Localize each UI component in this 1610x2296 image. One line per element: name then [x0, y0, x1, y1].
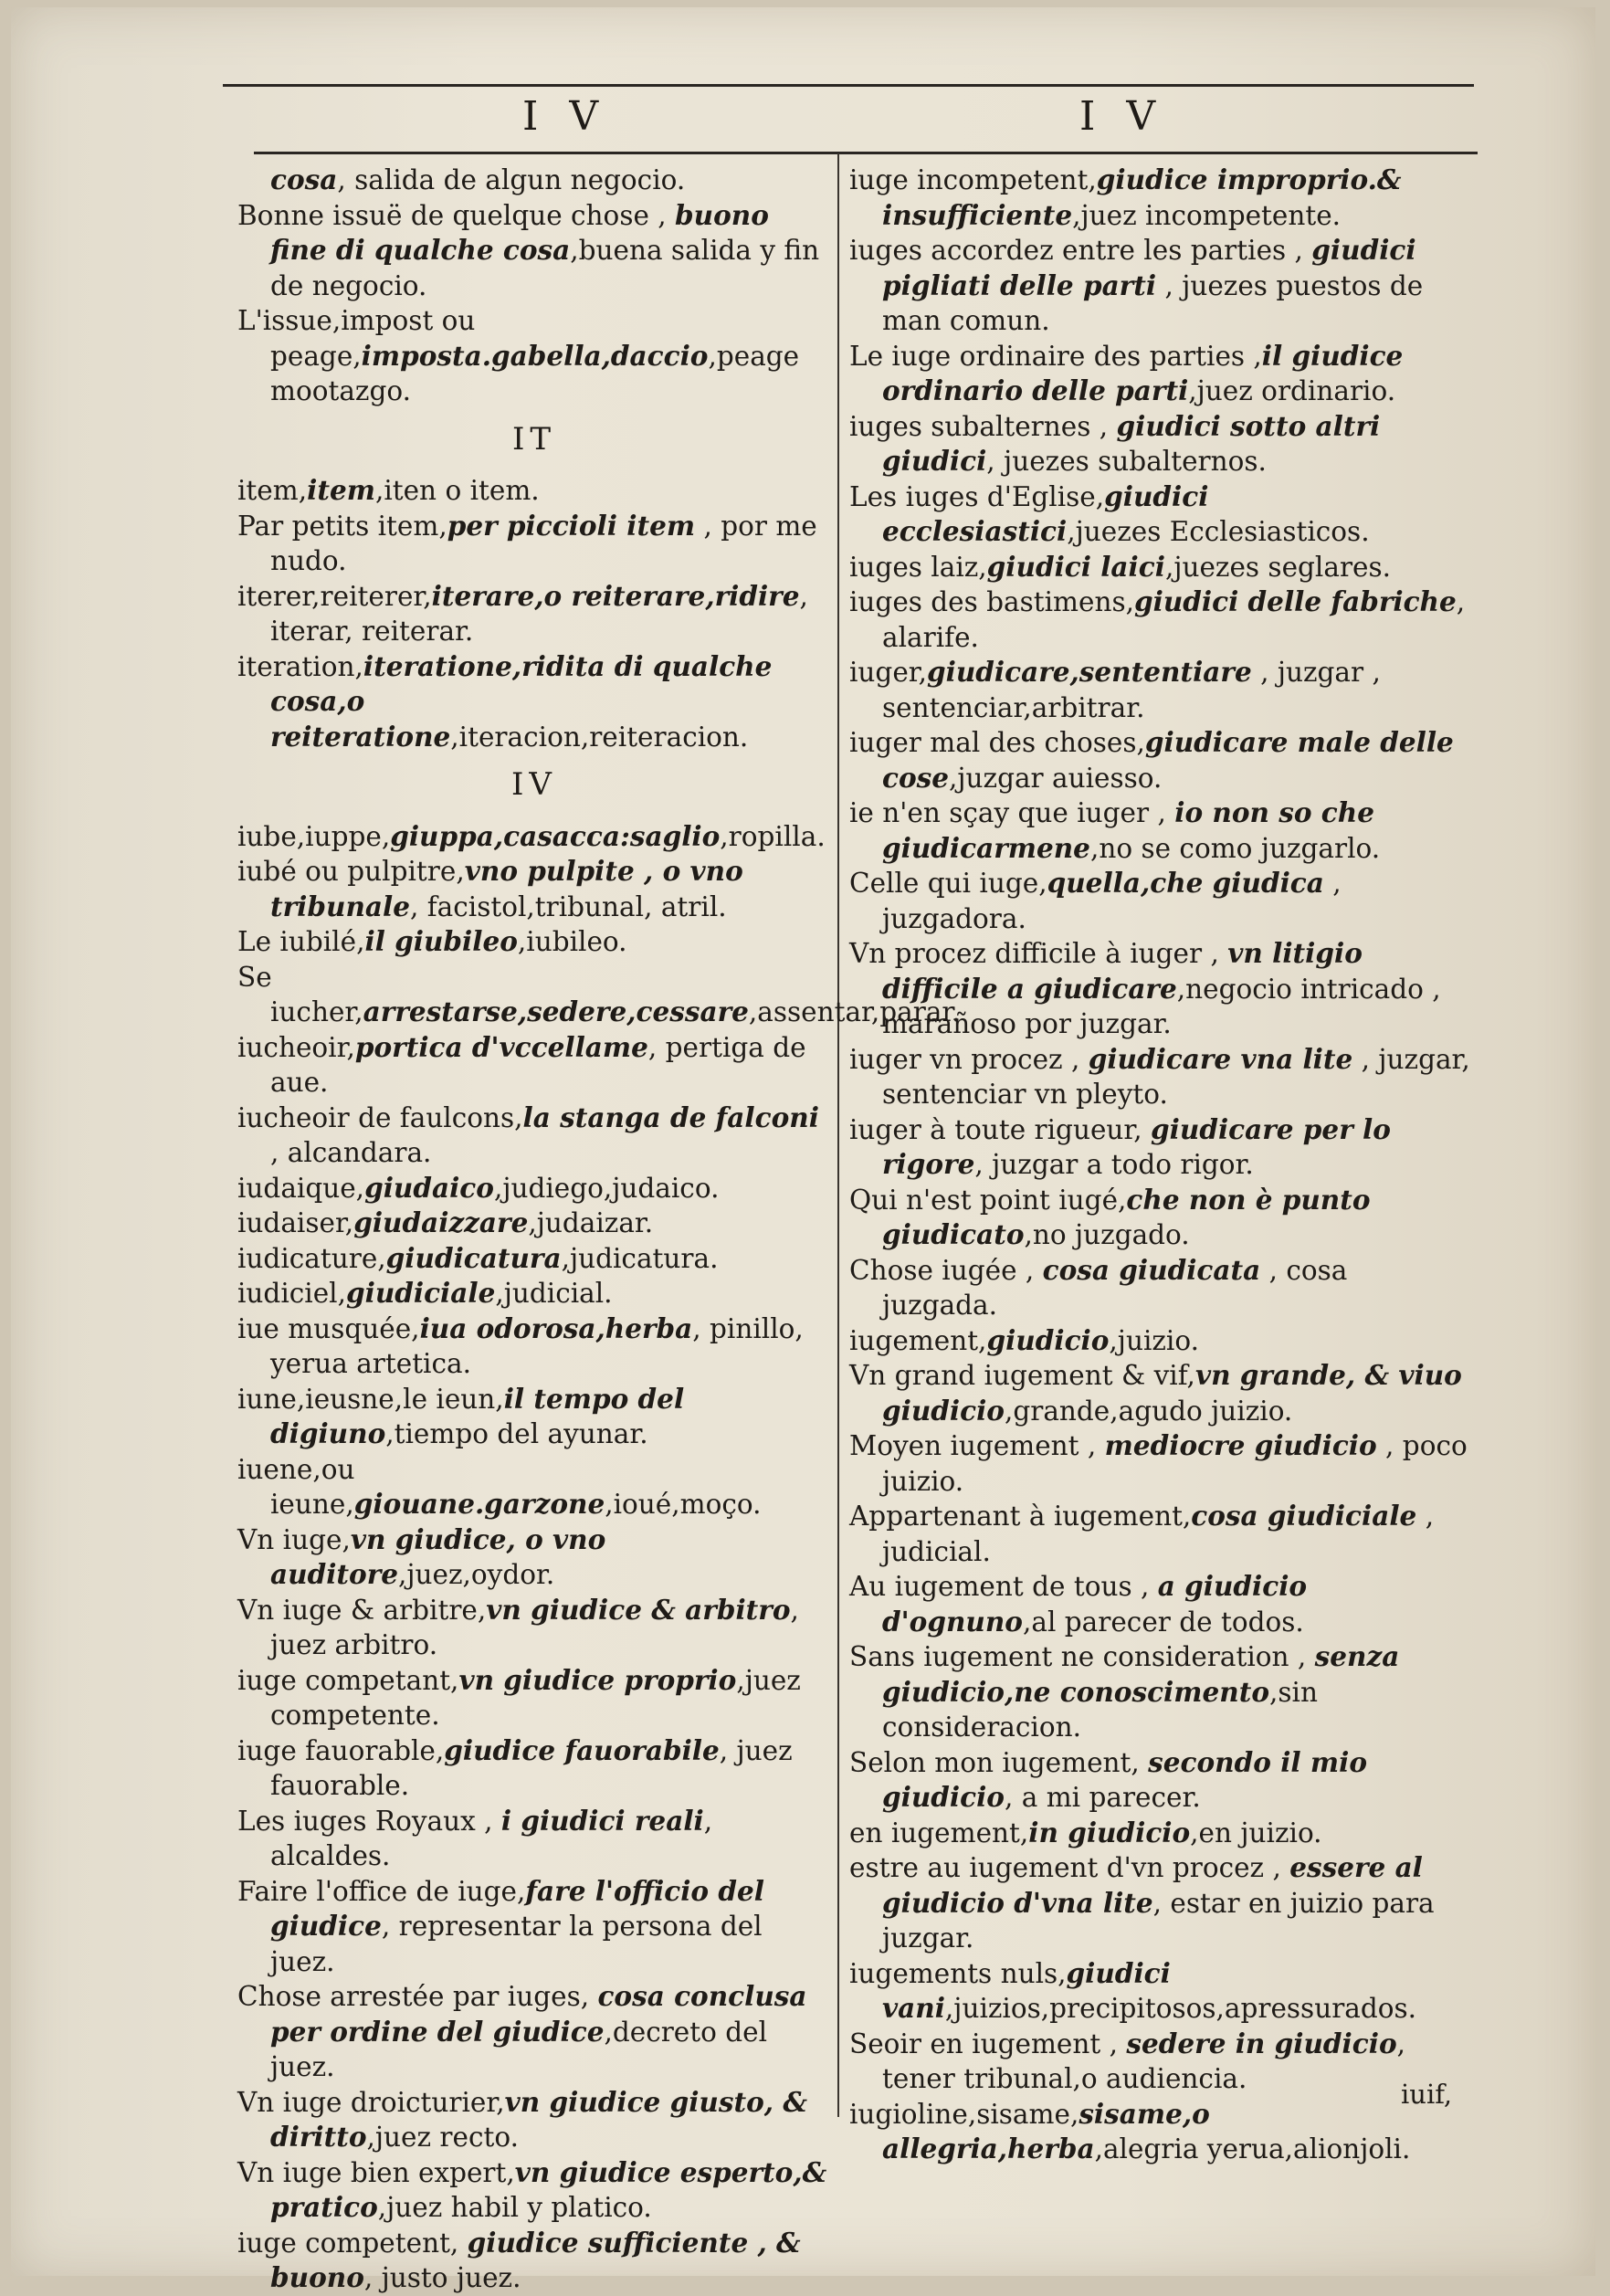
entry-text: iuger vn procez ,: [849, 1043, 1089, 1075]
entry-text: Selon mon iugement,: [849, 1746, 1149, 1778]
entry-text: iugement,: [849, 1324, 987, 1356]
dictionary-entry: [849, 233, 1470, 339]
dictionary-entry: [849, 725, 1470, 795]
entry-text: Appartenant à iugement,: [849, 1501, 1192, 1532]
entry-text: ,juez competente.: [270, 1664, 801, 1731]
italian-gloss: la stanga de falconi: [522, 1101, 819, 1133]
dictionary-entry: [237, 198, 831, 304]
entry-text: Au iugement de tous ,: [849, 1571, 1158, 1602]
entry-text: iuges laiz,: [849, 551, 987, 583]
entry-text: Vn iuge bien expert,: [237, 2156, 515, 2188]
italian-gloss: secondo il mio giudicio: [882, 1745, 1367, 1813]
italian-gloss: giuppa,casacca:saglio: [390, 819, 721, 852]
entry-text: , facistol,tribunal, atril.: [410, 890, 727, 922]
entry-text: Vn iuge,: [237, 1523, 351, 1555]
dictionary-entry: [849, 1639, 1470, 1745]
italian-gloss: vn litigio difficile a giudicare: [882, 937, 1363, 1005]
entry-text: iuge competent,: [237, 2227, 468, 2259]
entry-text: ,juzgar auiesso.: [949, 762, 1163, 794]
entry-text: iugioline,sisame,: [849, 2098, 1079, 2130]
dictionary-entry: [237, 1030, 831, 1101]
italian-gloss: per piccioli item: [447, 509, 696, 542]
dictionary-entry: [237, 303, 831, 409]
entry-text: Le iuge ordinaire des parties ,: [849, 340, 1262, 372]
dictionary-entry: [237, 1663, 831, 1733]
italian-gloss: il giudice ordinario delle parti: [882, 339, 1404, 406]
entry-text: ,juezes Ecclesiasticos.: [1067, 516, 1370, 547]
entry-text: L'issue,impost ou peage,: [237, 305, 476, 372]
entry-text: ,juez incompetente.: [1072, 199, 1342, 231]
italian-gloss: giudicare per lo rigore: [882, 1112, 1391, 1180]
dictionary-entry: [849, 2097, 1470, 2167]
dictionary-entry: [849, 795, 1470, 866]
entry-text: , pinillo, yerua artetica.: [270, 1312, 804, 1379]
dictionary-entry: [237, 579, 831, 649]
section-heading: IV: [511, 766, 557, 803]
entry-text: ,juez ordinario.: [1188, 375, 1396, 406]
italian-gloss: cosa: [270, 163, 338, 195]
column-divider: [837, 153, 839, 2117]
entry-text: Vn procez difficile à iuger ,: [849, 938, 1228, 969]
italian-gloss: vn giudice, o vno auditore: [270, 1522, 606, 1590]
italian-gloss: giudici pigliati delle parti: [882, 234, 1416, 301]
italian-gloss: arrestarse,sedere,cessare: [363, 995, 749, 1027]
entry-text: , juez arbitro.: [270, 1594, 799, 1660]
right-column: [849, 163, 1470, 2167]
entry-text: Sans iugement ne consideration ,: [849, 1641, 1315, 1672]
dictionary-entry: [237, 1276, 831, 1311]
entry-text: item,: [237, 475, 308, 506]
entry-text: ,no juzgado.: [1024, 1219, 1190, 1250]
italian-gloss: a giudicio d'ognuno: [882, 1570, 1308, 1638]
entry-text: ,en juizio.: [1190, 1817, 1322, 1848]
entry-text: iune,ieusne,le ieun,: [237, 1383, 504, 1415]
entry-text: ,iteracion,reiteracion.: [450, 721, 749, 753]
entry-text: ie n'en sçay que iuger ,: [849, 797, 1175, 828]
entry-text: , poco juizio.: [882, 1430, 1468, 1497]
entry-text: , juzgar a todo rigor.: [974, 1149, 1254, 1180]
italian-gloss: cosa giudicata: [1042, 1253, 1261, 1286]
entry-text: iuge competant,: [237, 1664, 459, 1696]
italian-gloss: giudici vani: [882, 1956, 1171, 2024]
dictionary-entry: [237, 960, 961, 1030]
entry-text: Vn iuge & arbitre,: [237, 1594, 487, 1626]
entry-text: , juezes puestos de man comun.: [882, 269, 1424, 336]
entry-text: , estar en juizio para juzgar.: [882, 1887, 1435, 1954]
entry-text: ,al parecer de todos.: [1022, 1606, 1304, 1638]
entry-text: ,tiempo del ayunar.: [385, 1418, 648, 1449]
dictionary-entry: [237, 1593, 831, 1663]
entry-text: ,juez recto.: [366, 2122, 519, 2153]
entry-text: , alcaldes.: [270, 1805, 713, 1871]
dictionary-entry: [849, 655, 1470, 725]
entry-text: ,judiego,judaico.: [493, 1172, 720, 1204]
italian-gloss: sedere in giudicio: [1126, 2027, 1397, 2059]
dictionary-entry: [849, 1323, 1470, 1359]
italian-gloss: vn giudice giusto, & diritto: [270, 2085, 807, 2153]
italian-gloss: iua odorosa,herba: [419, 1311, 693, 1344]
entry-text: iuges accordez entre les parties ,: [849, 235, 1312, 266]
italian-gloss: iteratione,ridita di qualche cosa,o reiteratione: [270, 649, 773, 753]
dictionary-entry: [237, 924, 831, 960]
italian-gloss: portica d'vccellame: [354, 1030, 648, 1063]
dictionary-entry: [237, 1171, 831, 1206]
dictionary-entry: [849, 339, 1470, 409]
section-heading: IT: [511, 420, 557, 458]
entry-text: , cosa juzgada.: [882, 1254, 1348, 1321]
italian-gloss: imposta.gabella,daccio: [361, 339, 709, 372]
italian-gloss: giudaico: [364, 1171, 494, 1204]
dictionary-entry: [237, 649, 831, 755]
entry-text: ,ioué,moço.: [605, 1489, 762, 1520]
entry-text: ,judicatura.: [561, 1242, 719, 1274]
entry-text: iudaique,: [237, 1172, 365, 1204]
dictionary-entry: [237, 509, 831, 579]
dictionary-entry: [237, 2085, 831, 2155]
entry-text: Moyen iugement ,: [849, 1430, 1105, 1461]
entry-text: iugements nuls,: [849, 1957, 1067, 1989]
entry-text: Seoir en iugement ,: [849, 2027, 1127, 2059]
entry-text: ,juezes seglares.: [1164, 551, 1392, 583]
entry-text: iuges des bastimens,: [849, 586, 1134, 617]
entry-text: Celle qui iuge,: [849, 868, 1047, 899]
dictionary-entry: [237, 1733, 831, 1804]
entry-text: ,buena salida y fin de negocio.: [270, 235, 820, 301]
dictionary-entry: [237, 854, 831, 924]
italian-gloss: vn giudice & arbitro: [486, 1593, 791, 1626]
entry-text: Chose iugée ,: [849, 1254, 1043, 1286]
dictionary-page: [11, 7, 1595, 2293]
italian-gloss: il tempo del digiuno: [270, 1382, 685, 1449]
italian-gloss: senza giudicio,ne conoscimento: [882, 1640, 1400, 1708]
dictionary-entry: [849, 1956, 1470, 2027]
dictionary-entry: [849, 409, 1470, 479]
entry-text: ,iubileo.: [517, 926, 627, 957]
dictionary-entry: [849, 1358, 1470, 1428]
italian-gloss: giudici sotto altri giudici: [882, 409, 1381, 477]
entry-text: , tener tribunal,o audiencia.: [882, 2027, 1406, 2094]
entry-text: ,judaizar.: [528, 1207, 654, 1238]
entry-text: Se iucher,: [237, 961, 363, 1027]
entry-continuation: [237, 163, 831, 198]
entry-text: ,peage mootazgo.: [270, 340, 800, 406]
entry-text: iteration,: [237, 650, 363, 682]
entry-text: ,assentar,parar.: [748, 996, 961, 1027]
entry-text: iudiciel,: [237, 1278, 346, 1309]
entry-text: , juzgar, sentenciar vn pleyto.: [882, 1043, 1470, 1110]
italian-gloss: giudice fauorabile: [444, 1733, 720, 1766]
italian-gloss: giudicare,sententiare: [927, 656, 1252, 688]
entry-text: Vn grand iugement & vif,: [849, 1360, 1195, 1391]
entry-text: , alarife.: [882, 586, 1466, 653]
italian-gloss: fare l'officio del giudice: [270, 1874, 764, 1942]
entry-text: iuger mal des choses,: [849, 727, 1145, 758]
dictionary-entry: [237, 1522, 831, 1593]
italian-gloss: buono fine di qualche cosa: [270, 198, 769, 266]
entry-text: ,iten o item.: [374, 475, 540, 506]
entry-text: ,grande,agudo juizio.: [1004, 1395, 1293, 1427]
dictionary-entry: [237, 1101, 831, 1171]
italian-gloss: vno pulpite , o vno tribunale: [270, 855, 743, 922]
entry-text: ,juez habil y platico.: [377, 2192, 652, 2223]
italian-gloss: giouane.garzone: [353, 1488, 605, 1520]
italian-gloss: vn giudice esperto,& pratico: [270, 2155, 827, 2223]
italian-gloss: che non è punto giudicato: [882, 1183, 1371, 1250]
italian-gloss: io non so che giudicarmene: [882, 796, 1374, 864]
entry-text: , juzgadora.: [882, 868, 1342, 934]
entry-text: ,decreto del juez.: [270, 2016, 768, 2082]
entry-text: ,judicial.: [495, 1278, 613, 1309]
italian-gloss: giudicare vna lite: [1088, 1042, 1353, 1075]
entry-text: iubé ou pulpitre,: [237, 856, 465, 887]
dictionary-entry: [237, 819, 831, 855]
italian-gloss: giudicio: [986, 1323, 1110, 1356]
dictionary-entry: [849, 1183, 1470, 1253]
entry-text: Le iubilé,: [237, 926, 365, 957]
entry-text: estre au iugement d'vn procez ,: [849, 1852, 1290, 1883]
entry-text: , salida de algun negocio.: [337, 164, 686, 195]
dictionary-entry: [237, 1311, 831, 1382]
italian-gloss: giudaizzare: [353, 1206, 529, 1238]
entry-text: iuge fauorable,: [237, 1734, 445, 1766]
entry-text: iuges subalternes ,: [849, 410, 1117, 442]
entry-text: , iterar, reiterar.: [270, 580, 808, 647]
entry-text: ,sin consideracion.: [882, 1676, 1318, 1743]
dictionary-entry: [237, 2226, 831, 2296]
entry-text: Chose arrestée par iuges,: [237, 1981, 598, 2012]
dictionary-entry: [237, 1874, 831, 1980]
entry-text: ,ropilla.: [720, 820, 826, 852]
entry-text: iuge incompetent,: [849, 164, 1097, 195]
italian-gloss: giudicatura: [385, 1241, 562, 1274]
dictionary-entry: [849, 1745, 1470, 1816]
entry-text: , judicial.: [882, 1501, 1435, 1567]
italian-gloss: i giudici reali: [500, 1804, 704, 1837]
italian-gloss: sisame,o allegria,herba: [882, 2097, 1210, 2164]
entry-text: , justo juez.: [363, 2262, 521, 2293]
entry-text: iudicature,: [237, 1242, 386, 1274]
italian-gloss: giudice sufficiente , & buono: [270, 2226, 801, 2293]
dictionary-entry: [237, 1206, 831, 1241]
running-head-left: I V: [522, 93, 608, 140]
entry-text: iuene,ou ieune,: [237, 1453, 355, 1520]
italian-gloss: giudiciale: [345, 1277, 496, 1309]
entry-text: iudaiser,: [237, 1207, 354, 1238]
entry-text: Par petits item,: [237, 510, 447, 542]
dictionary-entry: [849, 1042, 1470, 1112]
entry-text: ,juizios,precipitosos,apressurados.: [944, 1993, 1417, 2024]
italian-gloss: item: [307, 474, 375, 506]
entry-text: Les iuges Royaux ,: [237, 1805, 501, 1837]
catchword: iuif,: [1401, 2079, 1453, 2110]
entry-text: iucheoir de faulcons,: [237, 1101, 523, 1133]
dictionary-entry: [237, 2155, 831, 2226]
entry-text: iterer,reiterer,: [237, 580, 432, 612]
dictionary-entry: [849, 163, 1470, 233]
italian-gloss: giudice improprio.& insufficiente: [882, 163, 1402, 231]
dictionary-entry: [849, 1112, 1470, 1183]
dictionary-entry: [849, 1428, 1470, 1499]
italian-gloss: giudici laici: [986, 550, 1165, 583]
dictionary-entry: [849, 479, 1470, 550]
italian-gloss: giudici delle fabriche: [1134, 585, 1457, 617]
entry-text: iuger,: [849, 657, 928, 688]
dictionary-entry: [237, 1804, 831, 1874]
dictionary-entry: [849, 1816, 1470, 1851]
italian-gloss: quella,che giudica: [1047, 867, 1324, 899]
dictionary-entry: [849, 936, 1470, 1042]
entry-text: Qui n'est point iugé,: [849, 1184, 1127, 1216]
dictionary-entry: [849, 866, 1470, 936]
italian-gloss: giudici ecclesiastici: [882, 479, 1209, 547]
italian-gloss: vn giudice proprio: [458, 1663, 737, 1696]
entry-text: en iugement,: [849, 1817, 1029, 1848]
dictionary-entry: [237, 1452, 831, 1522]
italian-gloss: in giudicio: [1028, 1816, 1191, 1848]
italian-gloss: il giubileo: [364, 925, 518, 957]
entry-text: Vn iuge droicturier,: [237, 2086, 505, 2118]
entry-text: iucheoir,: [237, 1031, 355, 1063]
dictionary-entry: [849, 550, 1470, 585]
entry-text: , representar la persona del juez.: [270, 1911, 763, 1977]
entry-text: ,negocio intricado , marañoso por juzgar.: [882, 973, 1441, 1039]
entry-text: , juezes subalternos.: [986, 446, 1267, 477]
header-rule: [254, 152, 1478, 154]
entry-text: iube,iuppe,: [237, 820, 391, 852]
italian-gloss: vn grande, & viuo giudicio: [882, 1359, 1462, 1427]
entry-text: ,alegria yerua,alionjoli.: [1094, 2133, 1411, 2164]
entry-text: iuger à toute rigueur,: [849, 1113, 1152, 1145]
entry-text: Faire l'office de iuge,: [237, 1875, 526, 1907]
dictionary-entry: [849, 1850, 1470, 1956]
entry-text: , juzgar , sentenciar,arbitrar.: [882, 657, 1381, 723]
entry-text: , alcandara.: [270, 1137, 432, 1168]
dictionary-entry: [237, 1382, 831, 1452]
italian-gloss: cosa giudiciale: [1191, 1500, 1417, 1532]
italian-gloss: iterare,o reiterare,ridire: [431, 579, 800, 612]
italian-gloss: cosa conclusa per ordine del giudice: [270, 1980, 807, 2048]
entry-text: ,no se como juzgarlo.: [1089, 832, 1381, 864]
entry-text: Les iuges d'Eglise,: [849, 480, 1105, 512]
entry-text: ,juez,oydor.: [398, 1559, 555, 1590]
dictionary-entry: [237, 1979, 831, 2085]
dictionary-entry: [237, 473, 831, 509]
top-rule: [223, 84, 1474, 87]
entry-text: , pertiga de aue.: [270, 1031, 806, 1098]
dictionary-entry: [237, 1241, 831, 1277]
entry-text: Bonne issuë de quelque chose ,: [237, 199, 676, 231]
italian-gloss: essere al giudicio d'vna lite: [882, 1851, 1423, 1919]
dictionary-entry: [849, 1499, 1470, 1569]
dictionary-entry: [849, 2027, 1470, 2097]
entry-text: ,juizio.: [1109, 1324, 1199, 1356]
dictionary-entry: [849, 1253, 1470, 1323]
italian-gloss: giudicare male delle cose: [882, 726, 1454, 794]
entry-text: , por me nudo.: [270, 510, 817, 576]
running-head-right: I V: [1079, 93, 1165, 140]
entry-text: , juez fauorable.: [270, 1734, 793, 1801]
dictionary-entry: [849, 585, 1470, 655]
italian-gloss: mediocre giudicio: [1104, 1429, 1377, 1461]
entry-text: , a mi parecer.: [1004, 1782, 1201, 1813]
dictionary-entry: [849, 1569, 1470, 1639]
entry-text: iue musquée,: [237, 1312, 420, 1344]
